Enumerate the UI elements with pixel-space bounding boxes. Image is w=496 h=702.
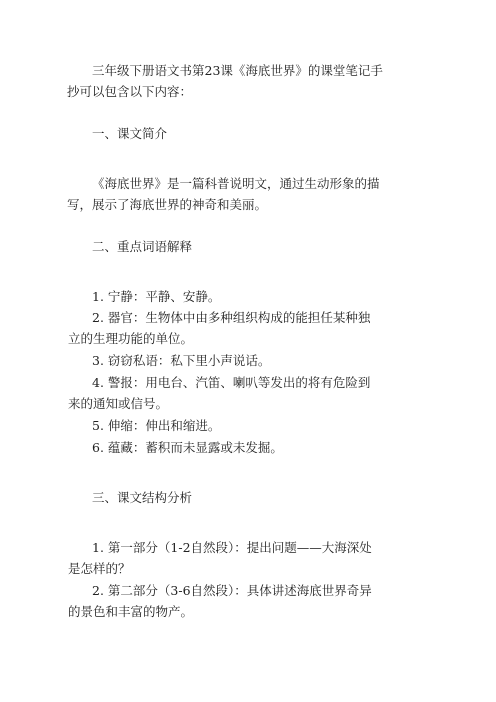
vocabulary-item: 6. 蕴藏：蓄积而未显露或未发掘。 — [92, 440, 283, 455]
section-heading-intro: 一、课文简介 — [92, 126, 168, 141]
intro-paragraph: 三年级下册语文书第23课《海底世界》的课堂笔记手抄可以包含以下内容： — [67, 63, 383, 99]
intro-description-paragraph: 《海底世界》是一篇科普说明文，通过生动形象的描写，展示了海底世界的神奇和美丽。 — [67, 176, 380, 212]
structure-item: 1. 第一部分（1-2自然段）：提出问题——大海深处是怎样的？ — [68, 540, 372, 576]
section-heading-structure: 三、课文结构分析 — [92, 490, 193, 505]
vocabulary-item: 5. 伸缩：伸出和缩进。 — [92, 418, 221, 433]
section-heading-vocabulary: 二、重点词语解释 — [92, 239, 193, 254]
vocabulary-item: 2. 器官：生物体中由多种组织构成的能担任某种独立的生理功能的单位。 — [68, 310, 371, 346]
structure-item: 2. 第二部分（3-6自然段）：具体讲述海底世界奇异的景色和丰富的物产。 — [68, 583, 372, 619]
vocabulary-item: 3. 窃窃私语：私下里小声说话。 — [92, 353, 271, 368]
vocabulary-item: 1. 宁静：平静、安静。 — [92, 289, 221, 304]
vocabulary-item: 4. 警报：用电台、汽笛、喇叭等发出的将有危险到来的通知或信号。 — [68, 375, 371, 411]
